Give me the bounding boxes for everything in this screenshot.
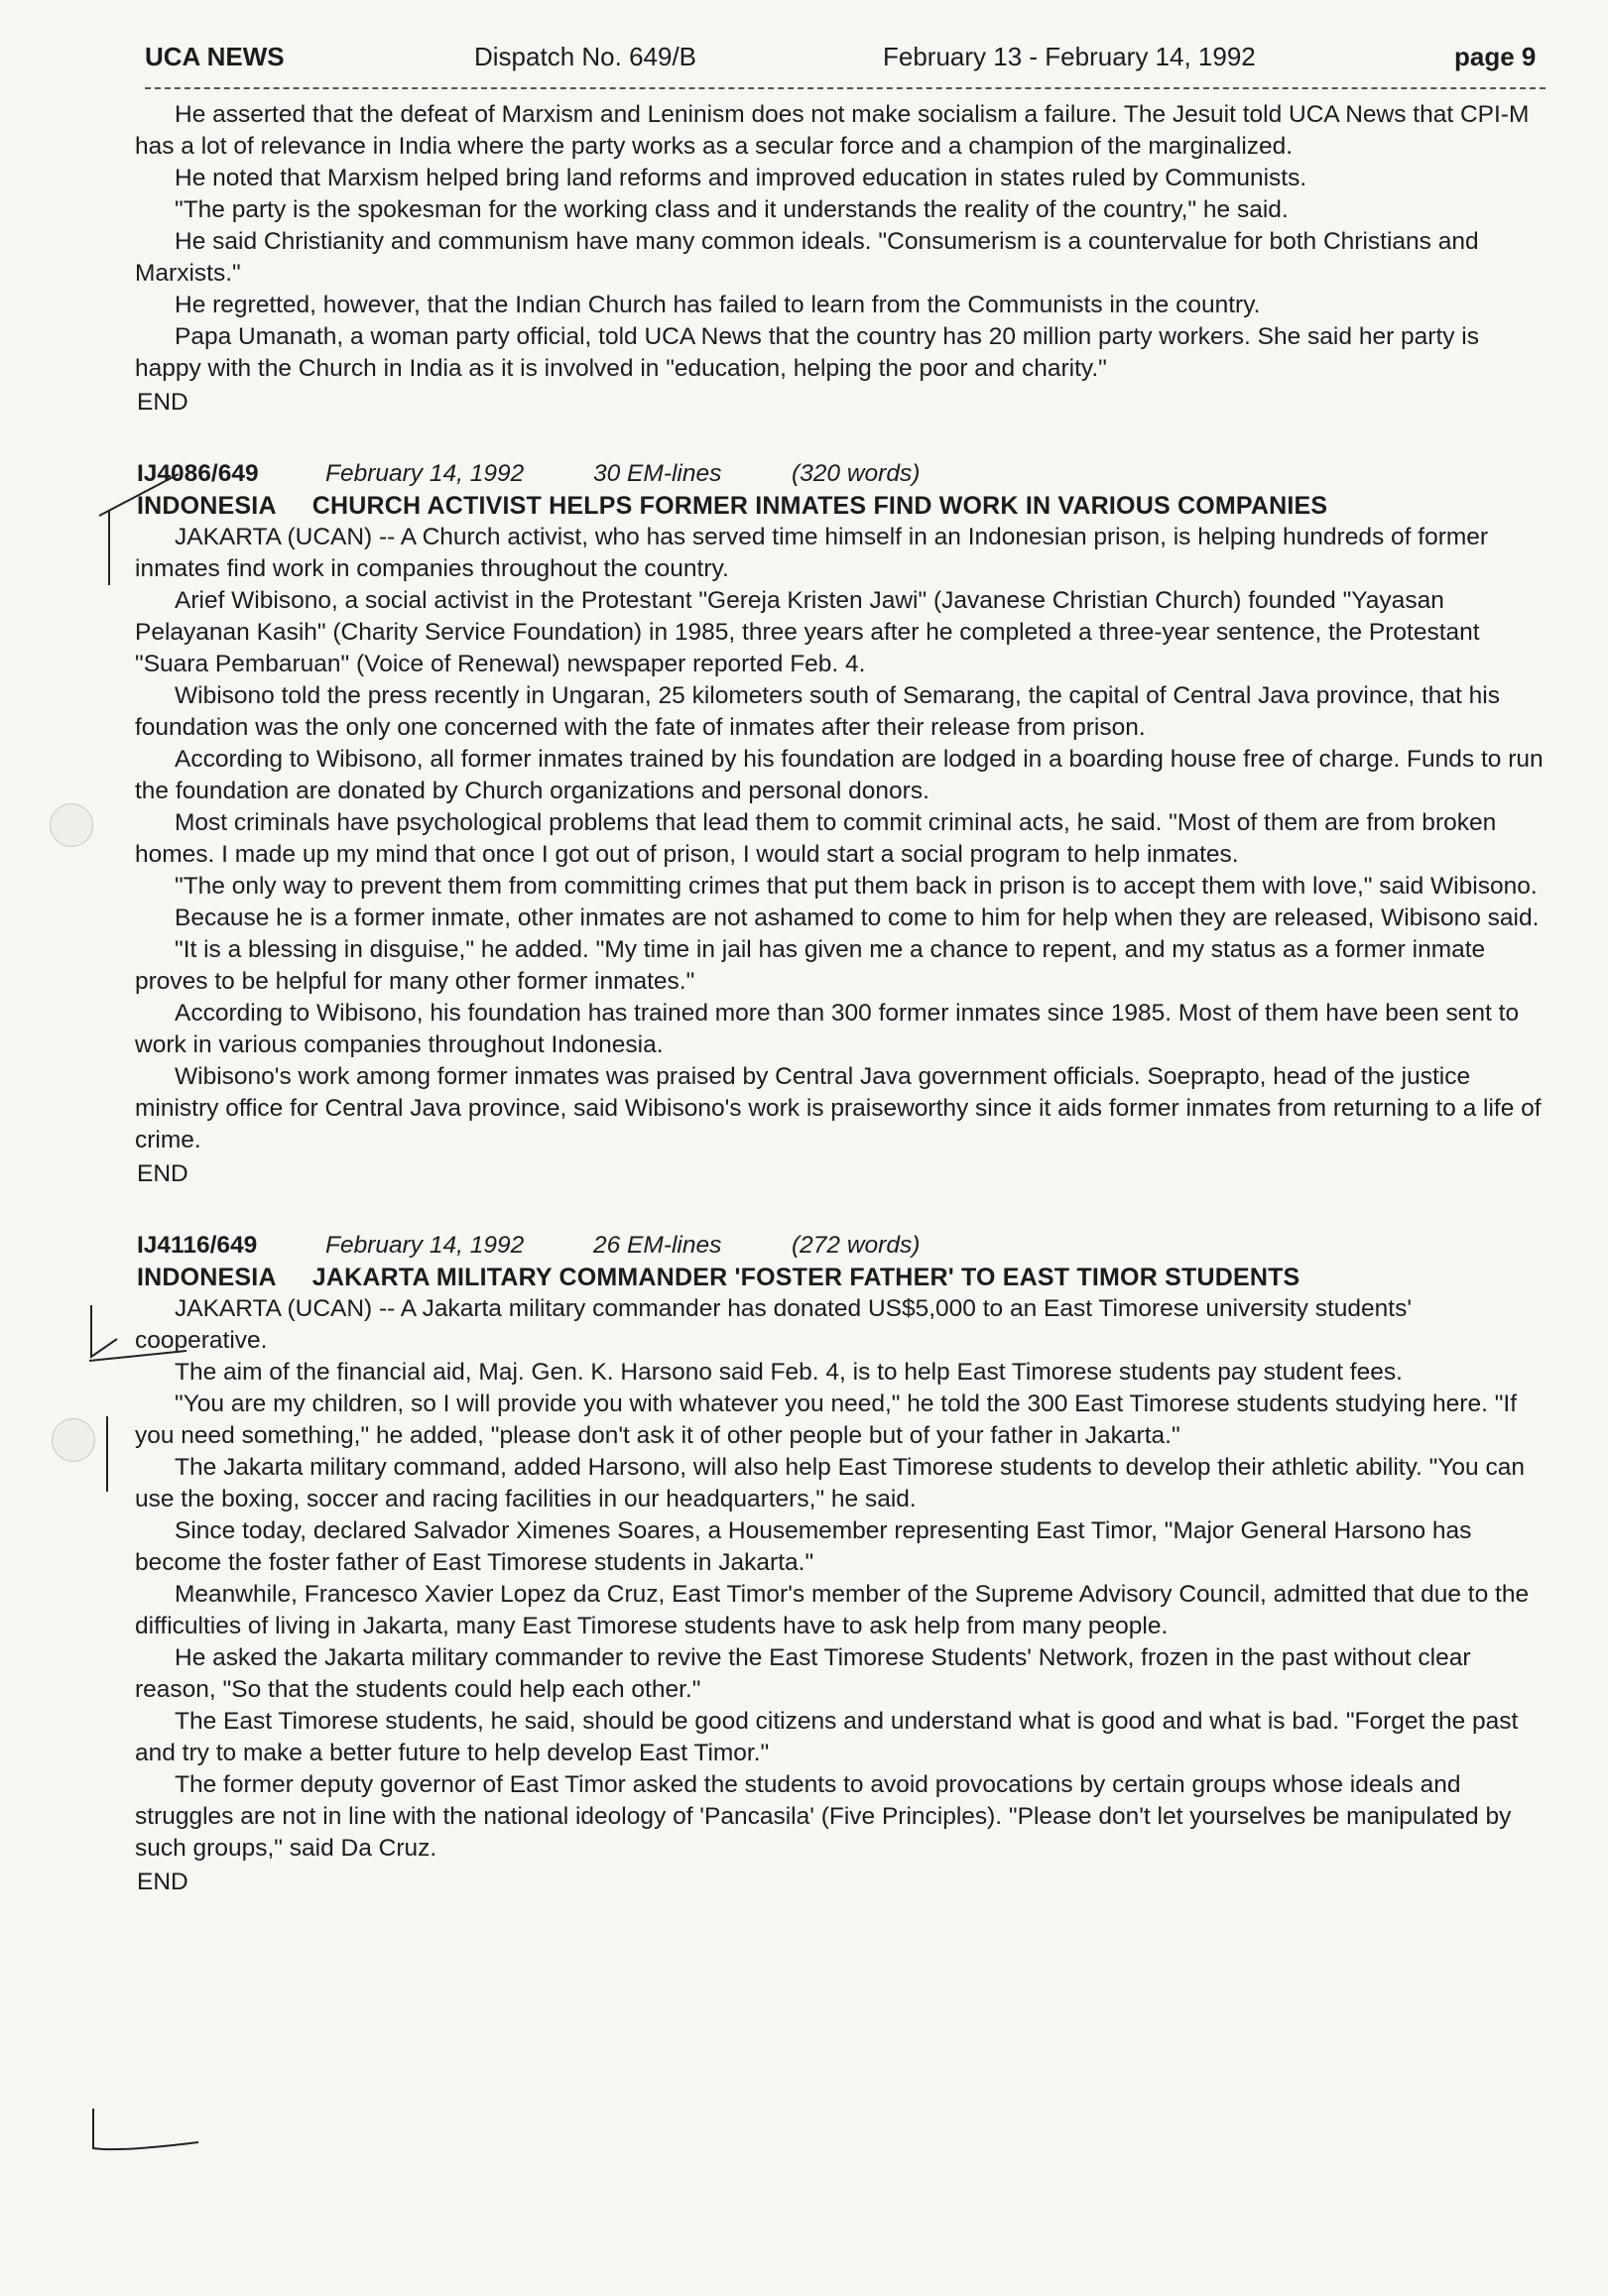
pencil-bracket-mark <box>79 2103 218 2162</box>
story-meta <box>137 458 1547 490</box>
paragraph: "The only way to prevent them from committing crimes that put them back in prison is to accept them with love," said Wibisono. <box>175 873 1538 900</box>
story-end-marker: END <box>137 1160 188 1187</box>
paragraph: The former deputy governor of East Timor asked the students to avoid provocations by certain groups whose ideals and struggles are not in line with the national ideology of 'Pancasila' (Five Principles). "Please don't let yourselves be manipulated by such groups," said Da Cruz. <box>135 1771 1512 1862</box>
paragraph: He regretted, however, that the Indian Church has failed to learn from the Communists in the country. <box>175 292 1261 318</box>
story-country: INDONESIA <box>137 1264 277 1291</box>
publication-name: UCA NEWS <box>145 42 285 71</box>
paragraph: He noted that Marxism helped bring land reforms and improved education in states ruled by Communists. <box>175 165 1307 191</box>
story-country: INDONESIA <box>137 492 277 520</box>
story-code: IJ4116/649 <box>137 1232 258 1259</box>
headline-text: CHURCH ACTIVIST HELPS FORMER INMATES FIND WORK IN VARIOUS COMPANIES <box>311 492 1328 520</box>
paragraph: He said Christianity and communism have many common ideals. "Consumerism is a countervalue for both Christians and Marxists." <box>135 228 1479 287</box>
story-lines: 30 EM-lines <box>593 460 722 487</box>
story-inmates <box>135 458 1547 1190</box>
story-words: (272 words) <box>792 1232 921 1259</box>
paragraph: According to Wibisono, all former inmates trained by his foundation are lodged in a boarding house free of charge. Funds to run the foundation are donated by Church organizations and personal donors. <box>135 746 1544 804</box>
paragraph: Meanwhile, Francesco Xavier Lopez da Cruz, East Timor's member of the Supreme Advisory Council, admitted that due to the difficulties of living in Jakarta, many East Timorese students have to ask help from many people. <box>135 1581 1530 1639</box>
story-meta <box>137 1230 1547 1262</box>
page-header <box>145 38 1553 77</box>
paragraph: Because he is a former inmate, other inmates are not ashamed to come to him for help when they are released, Wibisono said. <box>175 905 1540 931</box>
paragraph: Papa Umanath, a woman party official, told UCA News that the country has 20 million party workers. She said her party is happy with the Church in India as it is involved in "education, helping the poor and charity." <box>135 323 1479 382</box>
dispatch-dates: February 13 - February 14, 1992 <box>883 42 1256 71</box>
story-words: (320 words) <box>792 460 921 487</box>
article-body <box>135 99 1547 1898</box>
story-east-timor <box>135 1230 1547 1898</box>
continued-story <box>135 99 1547 419</box>
story-date: February 14, 1992 <box>325 460 525 487</box>
paragraph: "The party is the spokesman for the working class and it understands the reality of the country," he said. <box>175 196 1289 223</box>
punch-hole <box>52 1418 95 1462</box>
paragraph: JAKARTA (UCAN) -- A Jakarta military commander has donated US$5,000 to an East Timorese university students' cooperative. <box>135 1295 1412 1354</box>
paragraph: The aim of the financial aid, Maj. Gen. K. Harsono said Feb. 4, is to help East Timorese students pay student fees. <box>175 1359 1403 1386</box>
story-end-marker: END <box>137 389 188 416</box>
paragraph: "It is a blessing in disguise," he added. "My time in jail has given me a chance to repent, and my status as a former inmate proves to be helpful for many other former inmates." <box>135 936 1486 995</box>
page-number: page 9 <box>1454 42 1537 71</box>
paragraph: Arief Wibisono, a social activist in the Protestant "Gereja Kristen Jawi" (Javanese Christian Church) founded "Yayasan Pelayanan Kasih" (Charity Service Foundation) in 1985, three years after he completed a three-year sentence, the Protestant "Suara Pembaruan" (Voice of Renewal) newspaper reported Feb. 4. <box>135 587 1480 677</box>
story-end-marker: END <box>137 1869 188 1895</box>
header-divider <box>145 87 1546 89</box>
paragraph: According to Wibisono, his foundation has trained more than 300 former inmates since 1985. Most of them have been sent to work in various companies throughout Indonesia. <box>135 1000 1520 1058</box>
pencil-bracket-mark <box>79 466 198 595</box>
paragraph: The Jakarta military command, added Harsono, will also help East Timorese students to develop their athletic ability. "You can use the boxing, soccer and racing facilities in our headquarters," he said. <box>135 1454 1525 1512</box>
paragraph: He asked the Jakarta military commander to revive the East Timorese Students' Network, frozen in the past without clear reason, "So that the students could help each other." <box>135 1644 1471 1703</box>
story-headline <box>137 1262 1547 1293</box>
story-headline <box>137 490 1547 522</box>
paragraph: Wibisono's work among former inmates was praised by Central Java government officials. Soeprapto, head of the justice ministry office for Central Java province, said Wibisono's work is praiseworthy since it aids former inmates from returning to a life of crime. <box>135 1063 1542 1153</box>
paragraph: He asserted that the defeat of Marxism and Leninism does not make socialism a failure. The Jesuit told UCA News that CPI-M has a lot of relevance in India where the party works as a secular force and a champion of the marginalized. <box>135 101 1530 160</box>
pencil-bracket-mark <box>77 1299 196 1379</box>
story-code: IJ4086/649 <box>137 460 259 487</box>
punch-hole <box>50 803 93 847</box>
paragraph: Since today, declared Salvador Ximenes Soares, a Housemember representing East Timor, "Major General Harsono has become the foster father of East Timorese students in Jakarta." <box>135 1517 1472 1576</box>
paragraph: Most criminals have psychological problems that lead them to commit criminal acts, he said. "Most of them are from broken homes. I made up my mind that once I got out of prison, I would start a social program to help inmates. <box>135 809 1497 868</box>
paragraph: The East Timorese students, he said, should be good citizens and understand what is good and what is bad. "Forget the past and try to make a better future to help develop East Timor." <box>135 1708 1519 1766</box>
headline-text: JAKARTA MILITARY COMMANDER 'FOSTER FATHER' TO EAST TIMOR STUDENTS <box>311 1264 1300 1291</box>
pencil-bracket-mark <box>87 1408 127 1498</box>
dispatch-number: Dispatch No. 649/B <box>474 42 697 71</box>
story-date: February 14, 1992 <box>325 1232 525 1259</box>
paragraph: JAKARTA (UCAN) -- A Church activist, who has served time himself in an Indonesian prison, is helping hundreds of former inmates find work in companies throughout the country. <box>135 524 1489 582</box>
paragraph: "You are my children, so I will provide you with whatever you need," he told the 300 East Timorese students studying here. "If you need something," he added, "please don't ask it of other people but of your father in Jakarta." <box>135 1390 1518 1449</box>
paragraph: Wibisono told the press recently in Ungaran, 25 kilometers south of Semarang, the capital of Central Java province, that his foundation was the only one concerned with the fate of inmates after their release from prison. <box>135 682 1500 741</box>
story-lines: 26 EM-lines <box>593 1232 722 1259</box>
